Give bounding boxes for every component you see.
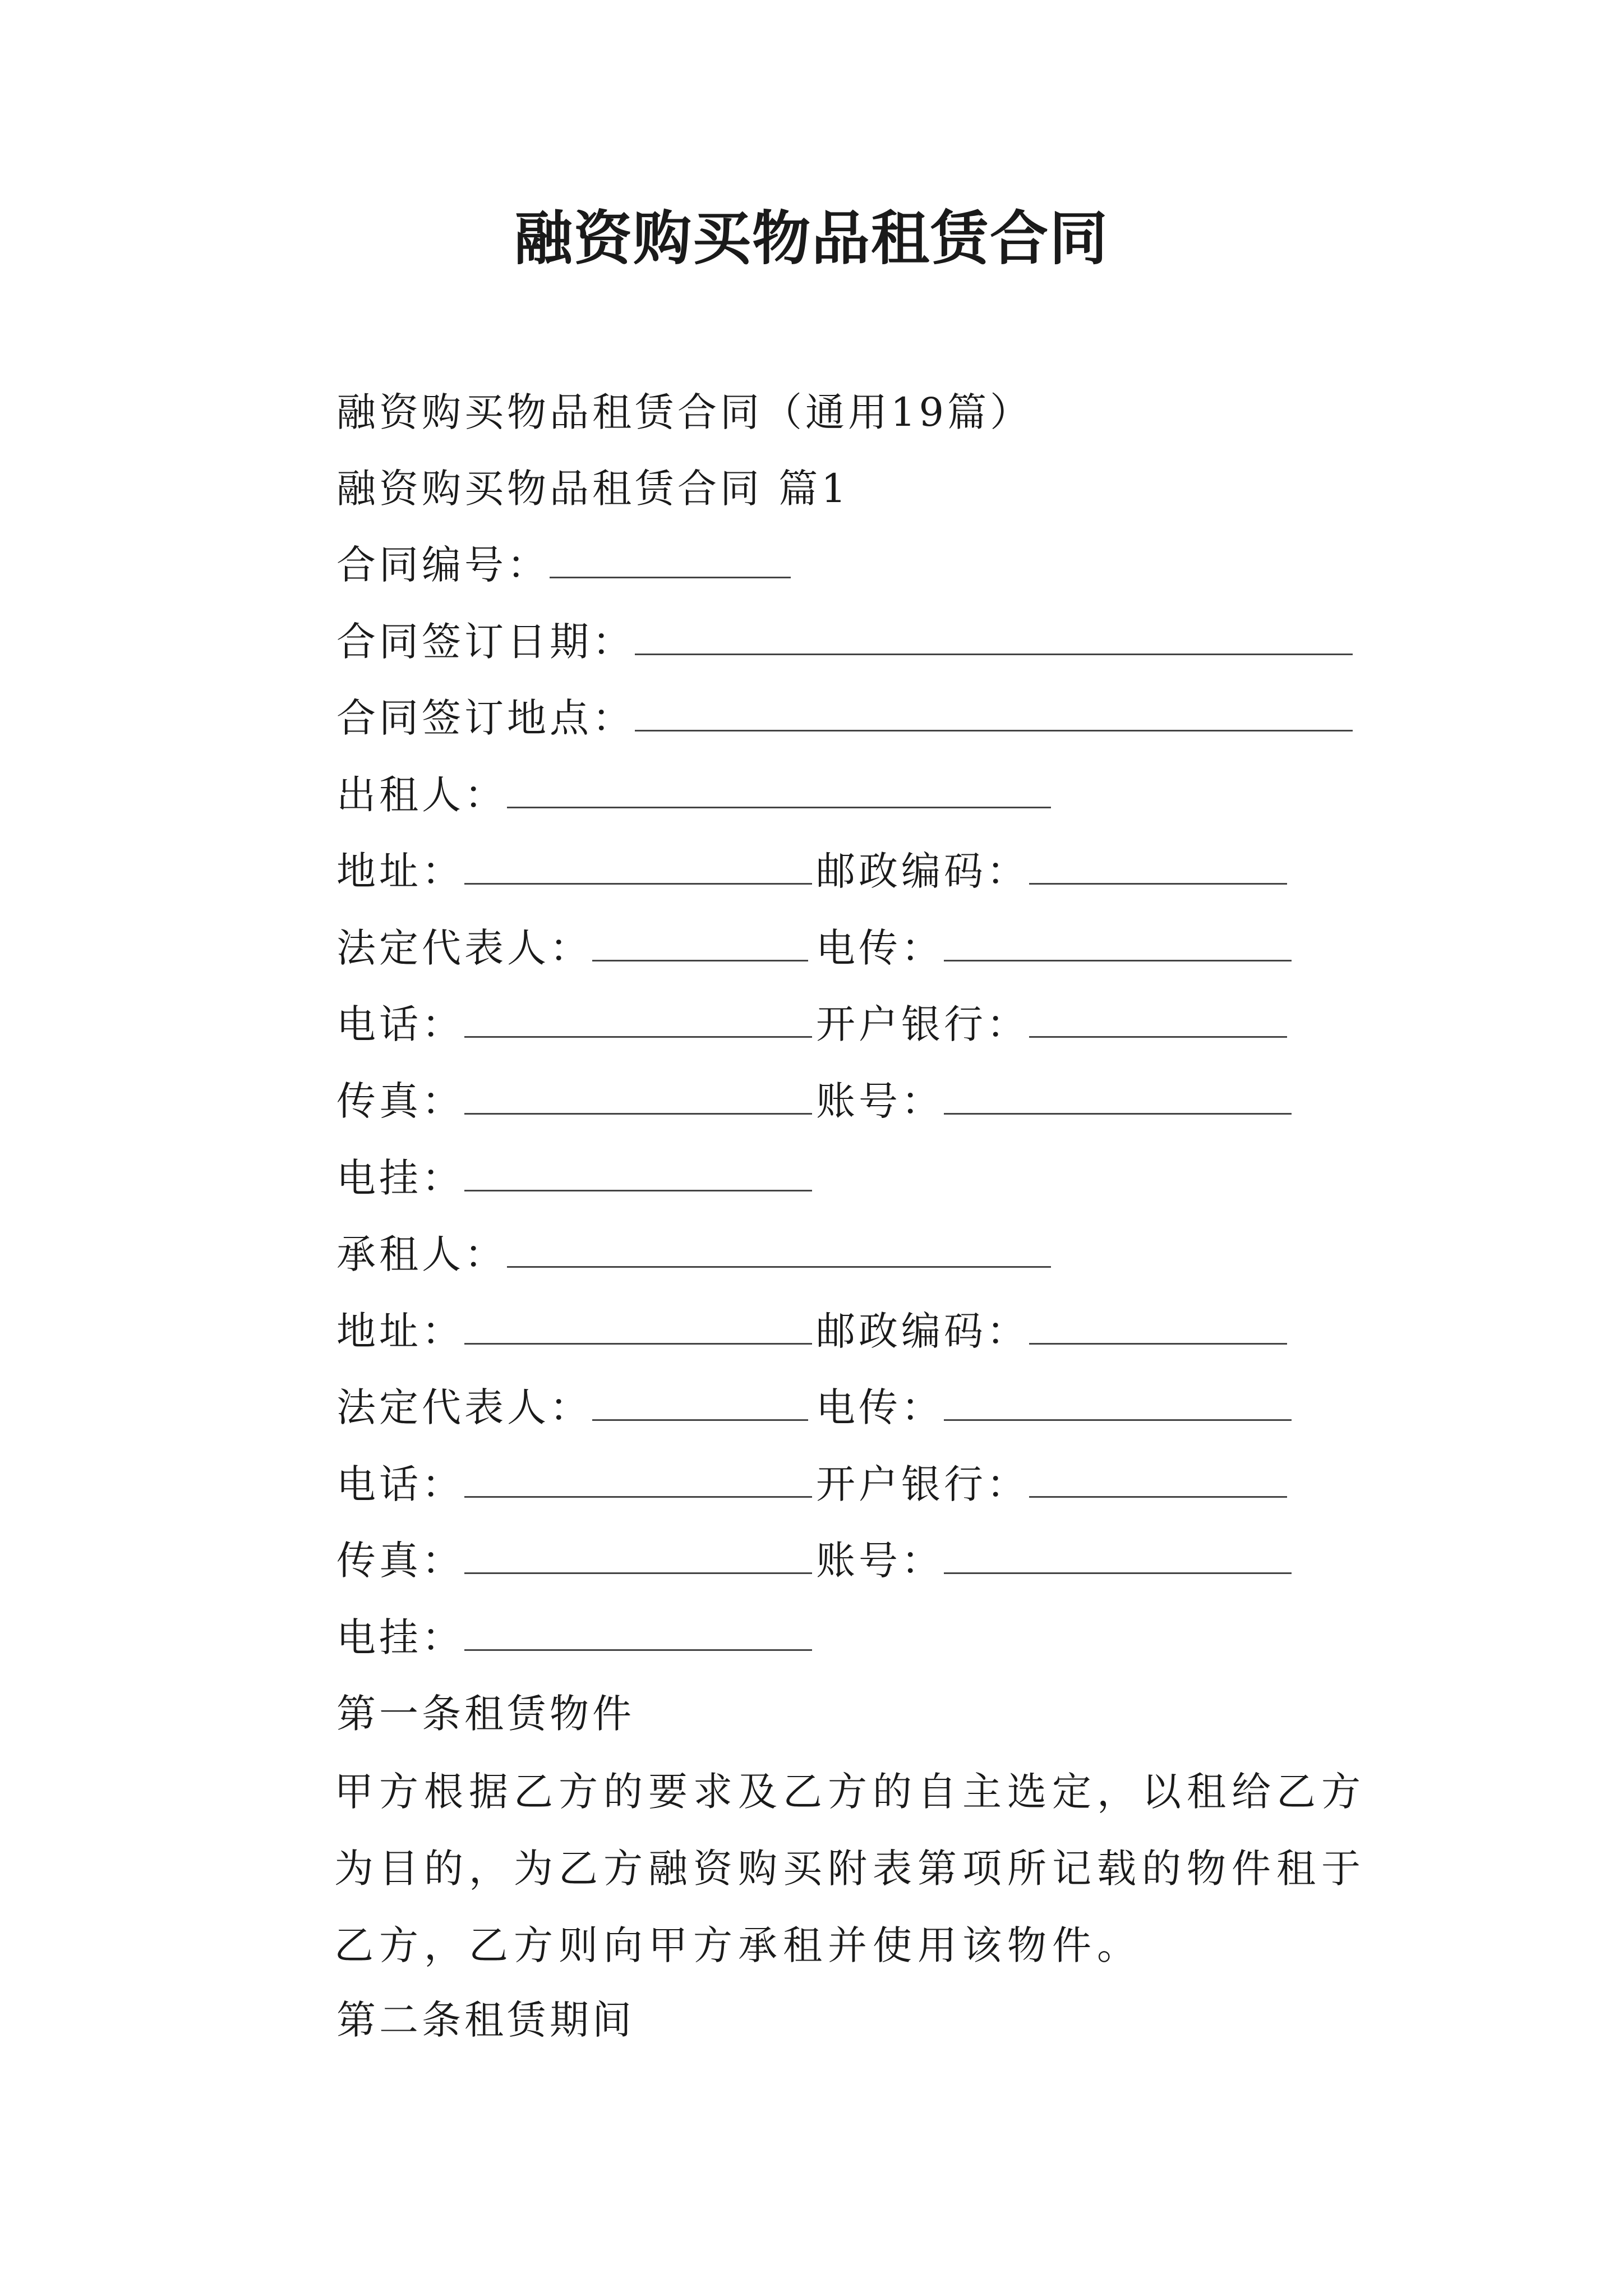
sign-date-label: 合同签订日期： [336,619,635,665]
lessee-phone-label: 电话： [336,1461,464,1507]
lessee-cable-cell [336,1609,812,1665]
lessee-fax-field[interactable] [464,1536,812,1574]
lessee-cable-label: 电挂： [336,1614,464,1660]
lessee-phone-cell [336,1456,812,1512]
lessor-bank-cell [816,996,1287,1052]
lessee-address-cell [336,1303,812,1359]
article2-heading: 第二条租赁期间 [336,1997,635,2043]
lessee-account-cell [816,1533,1292,1589]
lessee-label: 承租人： [336,1231,507,1277]
lessor-legal-rep-cell [336,920,808,976]
contract-no-field[interactable] [550,541,791,578]
sign-place-label: 合同签订地点： [336,695,635,741]
document-subtitle: 融资购买物品租赁合同（通用19篇） [336,389,1033,435]
sign-place-row [336,690,1353,746]
lessee-postcode-label: 邮政编码： [816,1308,1029,1354]
lessor-fax-field[interactable] [464,1077,812,1115]
part-heading: 融资购买物品租赁合同 篇1 [336,466,850,512]
lessor-cable-label: 电挂： [336,1155,464,1201]
lessee-address-field[interactable] [464,1307,812,1345]
sign-place-field[interactable] [635,694,1353,731]
lessee-row [336,1226,1051,1282]
lessor-legal-rep-field[interactable] [592,924,808,961]
lessor-phone-field[interactable] [464,1000,812,1038]
lessee-telegraph-label: 电传： [816,1384,944,1430]
article1-text: 甲方根据乙方的要求及乙方的自主选定，以租给乙方为目的，为乙方融资购买附表第项所记载的物件租于乙方，乙方则向甲方承租并使用该物件。 [334,1769,1366,1968]
lessor-name-field[interactable] [507,771,1051,808]
lessor-address-label: 地址： [336,848,464,894]
lessee-legal-rep-cell [336,1379,808,1435]
sign-date-field[interactable] [635,618,1353,655]
lessor-postcode-cell [816,843,1287,899]
lessee-bank-cell [816,1456,1287,1512]
lessor-phone-label: 电话： [336,1001,464,1047]
lessee-telegraph-field[interactable] [944,1383,1292,1421]
lessor-postcode-label: 邮政编码： [816,848,1029,894]
lessor-address-cell [336,843,812,899]
lessee-fax-label: 传真： [336,1538,464,1584]
lessor-bank-label: 开户银行： [816,1001,1029,1047]
lessee-cable-field[interactable] [464,1613,812,1651]
lessor-telegraph-label: 电传： [816,925,944,971]
lessor-account-label: 账号： [816,1078,944,1124]
lessee-name-field[interactable] [507,1230,1051,1268]
lessee-account-field[interactable] [944,1536,1292,1574]
lessor-bank-field[interactable] [1029,1000,1287,1038]
lessor-phone-cell [336,996,812,1052]
contract-no-label: 合同编号： [336,542,550,588]
lessee-postcode-field[interactable] [1029,1307,1287,1345]
lessor-address-field[interactable] [464,847,812,885]
lessor-postcode-field[interactable] [1029,847,1287,885]
lessee-legal-rep-field[interactable] [592,1383,808,1421]
lessee-address-label: 地址： [336,1308,464,1354]
sign-date-row [336,614,1353,670]
lessor-account-field[interactable] [944,1077,1292,1115]
lessee-legal-rep-label: 法定代表人： [336,1384,592,1430]
lessee-bank-field[interactable] [1029,1460,1287,1498]
contract-no-row [336,537,791,593]
lessor-legal-rep-label: 法定代表人： [336,925,592,971]
article1-heading: 第一条租赁物件 [336,1691,635,1737]
lessee-telegraph-cell [816,1379,1292,1435]
lessor-account-cell [816,1073,1292,1129]
lessor-label: 出租人： [336,772,507,818]
lessee-fax-cell [336,1533,812,1589]
document-title: 融资购买物品租赁合同 [514,204,1109,273]
lessee-phone-field[interactable] [464,1460,812,1498]
article1-body [247,1754,1380,1984]
lessee-postcode-cell [816,1303,1287,1359]
lessor-telegraph-cell [816,920,1292,976]
lessor-fax-label: 传真： [336,1078,464,1124]
lessor-fax-cell [336,1073,812,1129]
lessor-cable-cell [336,1150,812,1206]
lessee-bank-label: 开户银行： [816,1461,1029,1507]
lessee-account-label: 账号： [816,1538,944,1584]
lessor-telegraph-field[interactable] [944,924,1292,961]
lessor-cable-field[interactable] [464,1154,812,1191]
lessor-row [336,767,1051,823]
